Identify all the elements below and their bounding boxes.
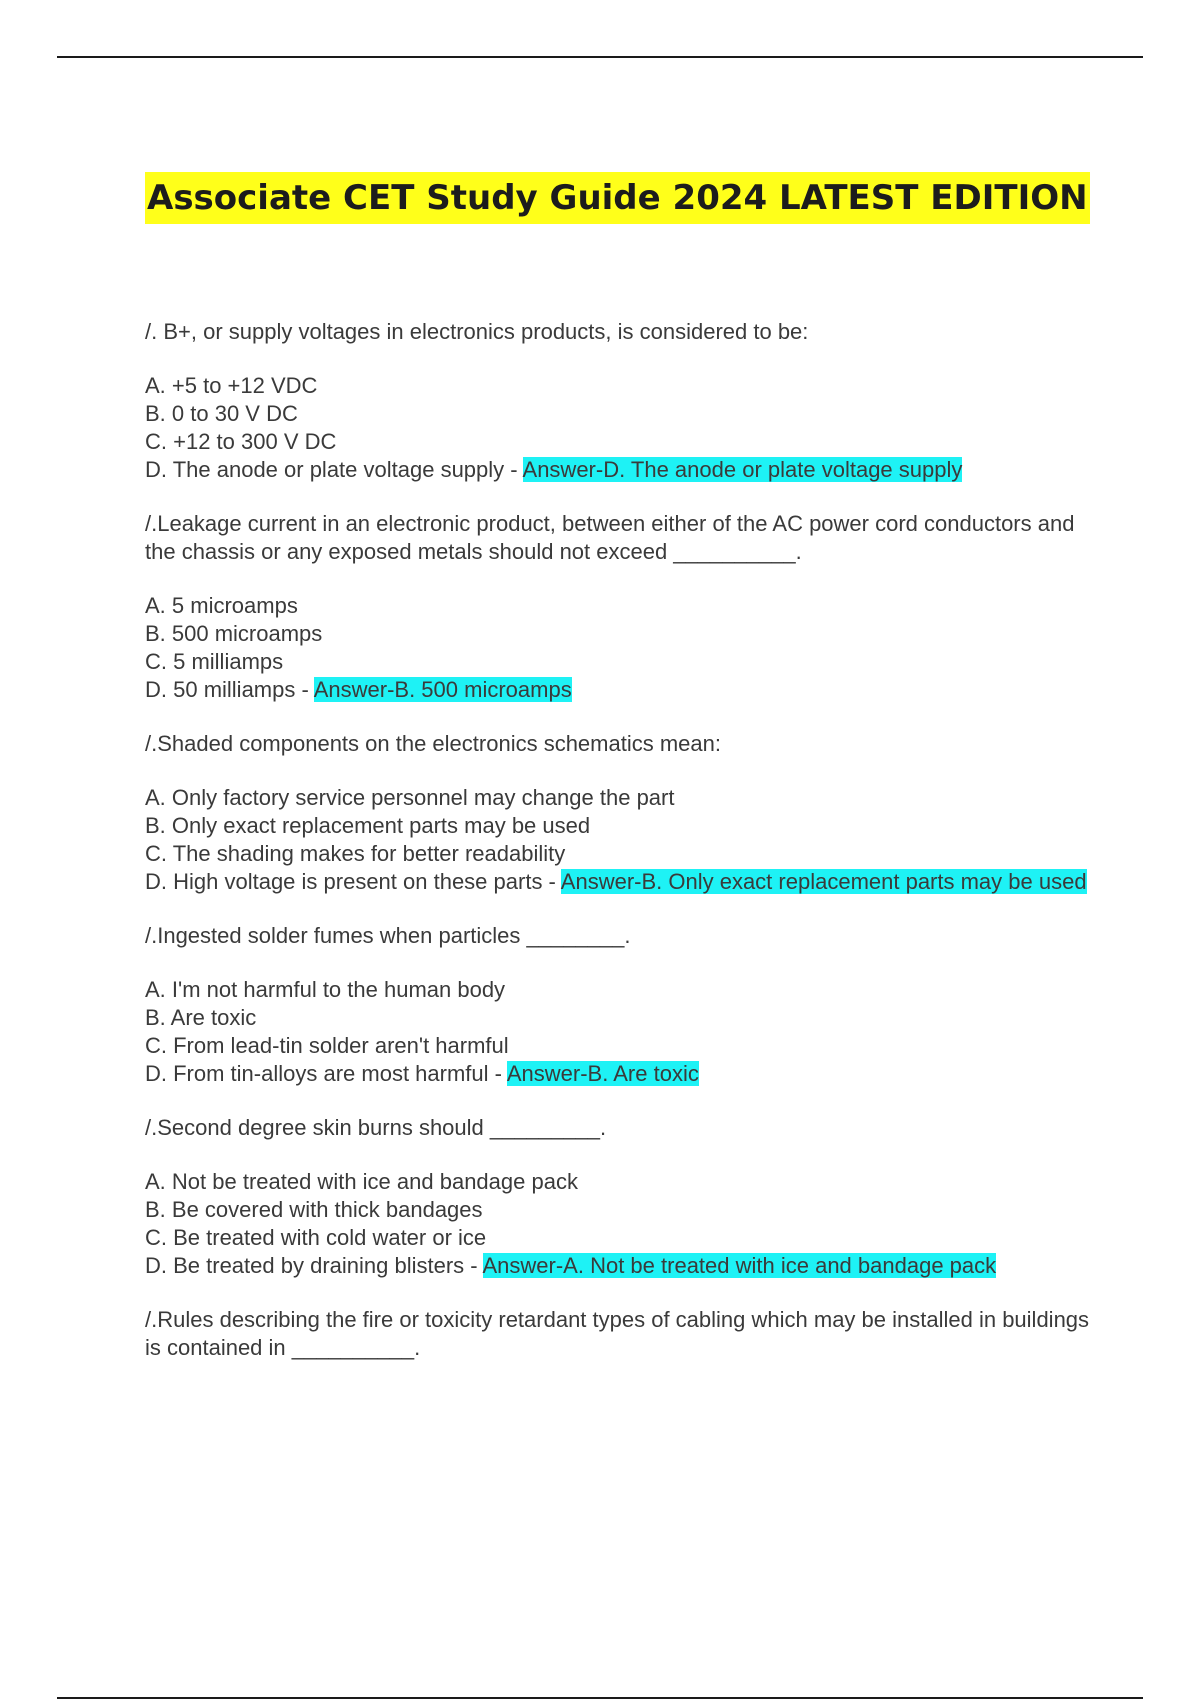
answer-highlight: Answer-B. 500 microamps (313, 677, 572, 702)
option-c: C. 5 milliamps (145, 649, 284, 674)
option-b: B. Are toxic (145, 1005, 257, 1030)
option-d-text: D. The anode or plate voltage supply - (145, 457, 523, 482)
option-a: A. +5 to +12 VDC (145, 373, 318, 398)
option-d-text: D. From tin-alloys are most harmful - (145, 1061, 507, 1086)
question-text: /. B+, or supply voltages in electronics products, is considered to be: (145, 319, 809, 344)
option-b: B. 0 to 30 V DC (145, 401, 298, 426)
option-d (145, 1252, 1105, 1280)
option-d (145, 868, 1105, 896)
question-text: /.Ingested solder fumes when particles ________. (145, 923, 631, 948)
option-a: A. Not be treated with ice and bandage pack (145, 1169, 578, 1194)
option-list (145, 784, 1105, 896)
option-b: B. Be covered with thick bandages (145, 1197, 483, 1222)
option-c: C. +12 to 300 V DC (145, 429, 337, 454)
option-b: B. 500 microamps (145, 621, 323, 646)
option-list (145, 372, 1105, 484)
answer-highlight: Answer-B. Are toxic (506, 1061, 699, 1086)
question-2 (145, 510, 1105, 704)
question-text: /.Second degree skin burns should _________. (145, 1115, 607, 1140)
option-c: C. From lead-tin solder aren't harmful (145, 1033, 509, 1058)
option-d-text: D. 50 milliamps - (145, 677, 314, 702)
option-c: C. The shading makes for better readability (145, 841, 566, 866)
question-3 (145, 730, 1105, 896)
question-text: /.Rules describing the fire or toxicity retardant types of cabling which may be installed in buildings is contained in __________. (145, 1307, 1090, 1360)
option-list (145, 592, 1105, 704)
option-d (145, 1060, 1105, 1088)
option-a: A. Only factory service personnel may change the part (145, 785, 675, 810)
answer-highlight: Answer-A. Not be treated with ice and bandage pack (482, 1253, 997, 1278)
question-4 (145, 922, 1105, 1088)
option-a: A. 5 microamps (145, 593, 298, 618)
question-text: /.Leakage current in an electronic product, between either of the AC power cord conductors and the chassis or any exposed metals should not exceed __________. (145, 511, 1075, 564)
document-title: Associate CET Study Guide 2024 LATEST EDITION (145, 172, 1090, 224)
question-5 (145, 1114, 1105, 1280)
option-d (145, 456, 1105, 484)
option-b: B. Only exact replacement parts may be used (145, 813, 591, 838)
option-c: C. Be treated with cold water or ice (145, 1225, 487, 1250)
bottom-rule (57, 1697, 1143, 1699)
option-list (145, 976, 1105, 1088)
document-body (145, 318, 1105, 1388)
question-1 (145, 318, 1105, 484)
question-text: /.Shaded components on the electronics schematics mean: (145, 731, 721, 756)
question-6 (145, 1306, 1105, 1362)
top-rule (57, 56, 1143, 58)
option-d-text: D. Be treated by draining blisters - (145, 1253, 483, 1278)
option-d-text: D. High voltage is present on these parts - (145, 869, 561, 894)
option-list (145, 1168, 1105, 1280)
answer-highlight: Answer-B. Only exact replacement parts may be used (560, 869, 1087, 894)
option-d (145, 676, 1105, 704)
option-a: A. I'm not harmful to the human body (145, 977, 506, 1002)
answer-highlight: Answer-D. The anode or plate voltage supply (522, 457, 963, 482)
